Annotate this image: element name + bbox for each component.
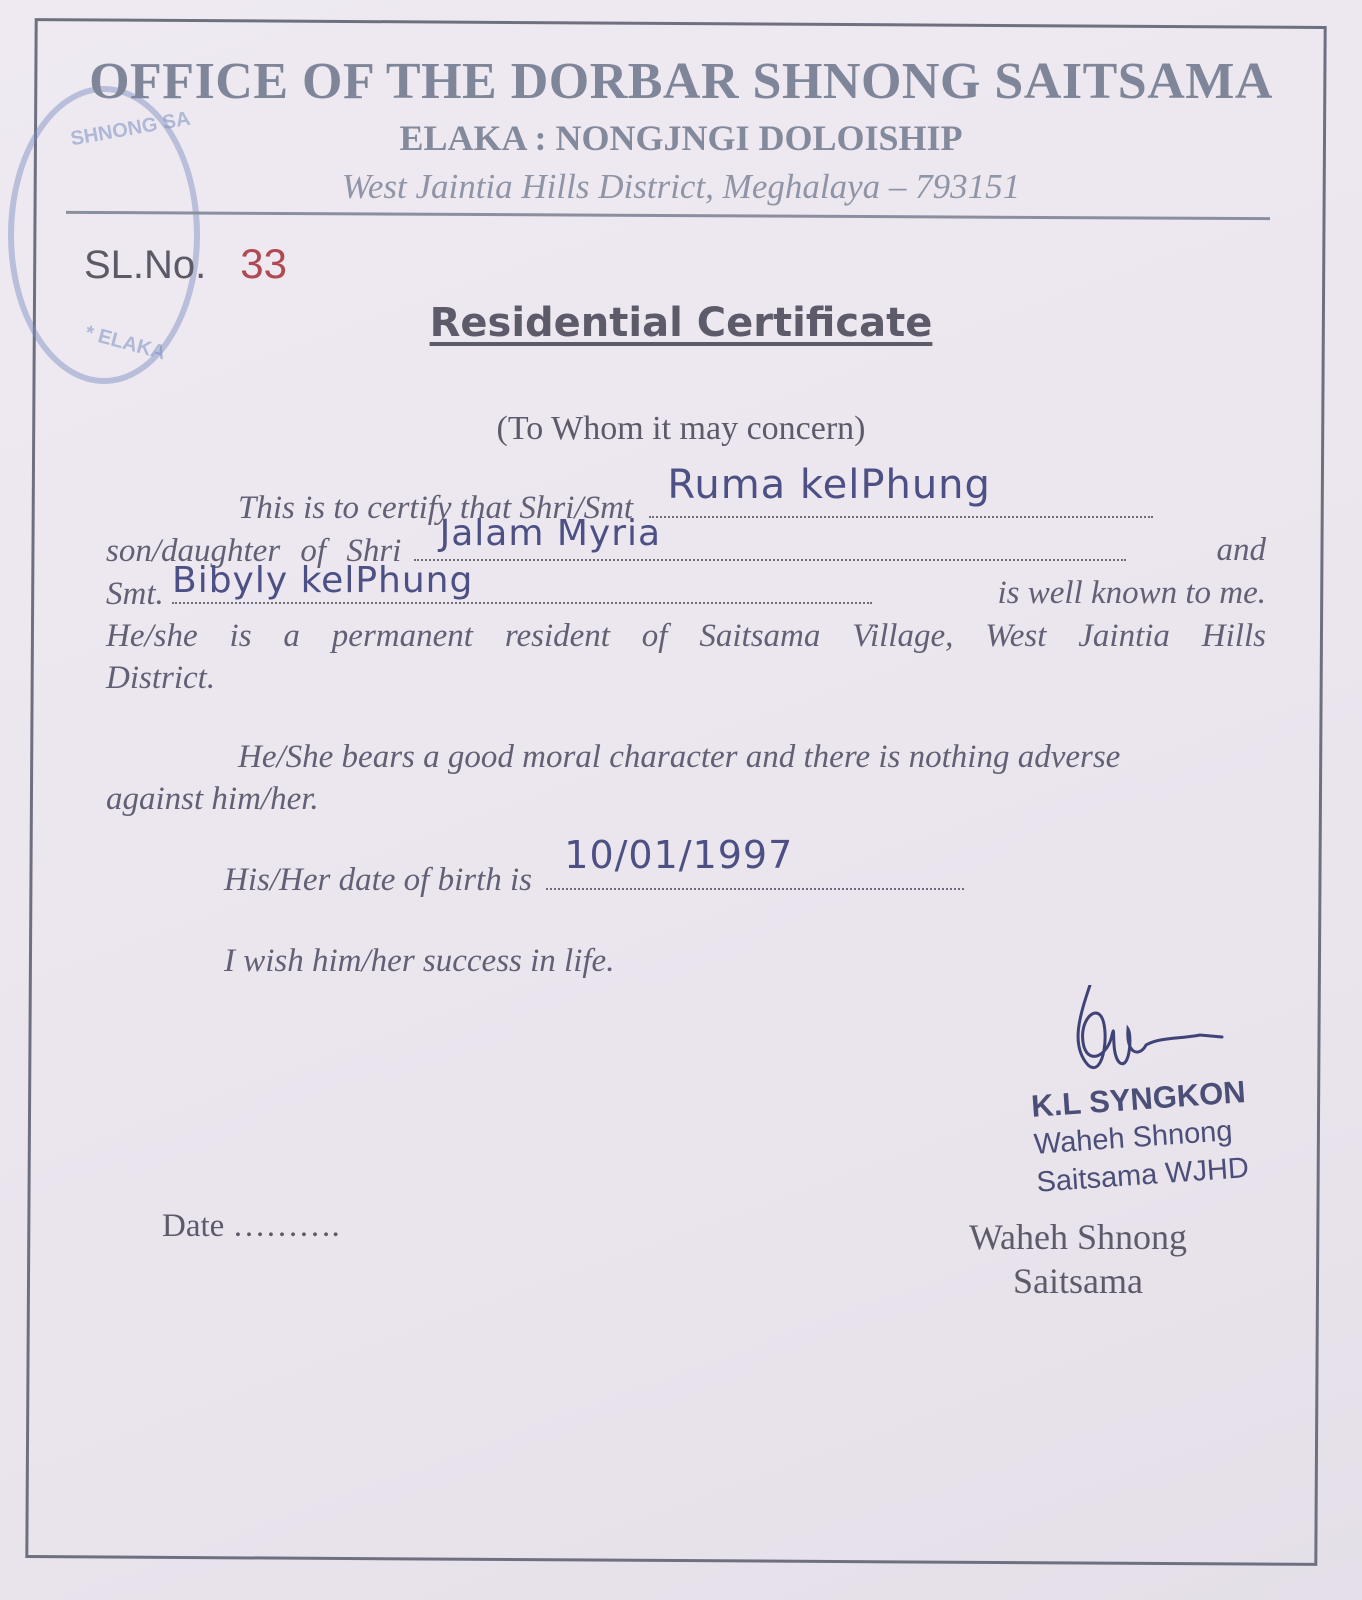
father-handwritten: Jalam Myria (439, 513, 662, 554)
printed-title: Waheh Shnong (968, 1217, 1188, 1257)
certify-line (106, 462, 1266, 529)
resident-line-1: He/she is a permanent resident of Saitsama Village, West Jaintia Hills (106, 618, 1266, 654)
district-address: West Jaintia Hills District, Meghalaya – 793151 (341, 167, 1021, 206)
office-name: OFFICE OF THE DORBAR SHNONG SAITSAMA (89, 53, 1273, 110)
letterhead (0, 52, 1362, 207)
wish-line: I wish him/her success in life. (224, 943, 615, 979)
wish-paragraph (106, 940, 1266, 982)
certify-paragraph (106, 462, 1266, 699)
name-handwritten: Ruma kelPhung (667, 462, 991, 508)
mother-fill (172, 560, 872, 604)
seal-title: Waheh Shnong (1032, 1115, 1234, 1161)
certify-prefix: This is to certify that Shri/Smt (238, 490, 634, 526)
stamp-bottom-text: * ELAKA (82, 321, 168, 365)
signatory-seal (1030, 1073, 1252, 1202)
dob-prefix: His/Her date of birth is (224, 862, 533, 898)
father-fill (414, 513, 1126, 561)
serial-value: 33 (240, 240, 288, 287)
name-fill (649, 462, 1153, 518)
serial-label: SL.No. (84, 243, 207, 287)
printed-place: Saitsama (1013, 1261, 1143, 1301)
smt-prefix: Smt. (106, 576, 164, 612)
dob-paragraph (106, 833, 1266, 901)
character-line-2: against him/her. (106, 781, 319, 817)
certificate-title: Residential Certificate (429, 300, 933, 346)
character-line-1: He/She bears a good moral character and there is nothing adverse (238, 739, 1121, 775)
known-suffix: is well known to me. (997, 575, 1266, 611)
seal-place: Saitsama WJHD (1035, 1151, 1250, 1199)
serial-number (84, 240, 287, 288)
resident-line-2: District. (106, 660, 216, 696)
mother-handwritten: Bibyly kelPhung (172, 560, 474, 601)
son-daughter-prefix: son/daughter of Shri (106, 533, 402, 569)
date-field: Date ………. (162, 1208, 340, 1244)
and-word: and (1216, 532, 1266, 568)
dob-line (106, 833, 1266, 901)
seal-name: K.L SYNGKON (1030, 1074, 1247, 1124)
salutation: (To Whom it may concern) (496, 410, 866, 447)
signatory-printed (958, 1215, 1198, 1303)
elaka-name: ELAKA : NONGJNGI DOLOISHIP (399, 118, 963, 158)
dob-fill (546, 833, 964, 890)
stamp-top-text: SHNONG SA (68, 107, 193, 151)
mother-line (106, 560, 1266, 615)
dob-handwritten: 10/01/1997 (564, 833, 794, 877)
character-paragraph (106, 736, 1266, 820)
